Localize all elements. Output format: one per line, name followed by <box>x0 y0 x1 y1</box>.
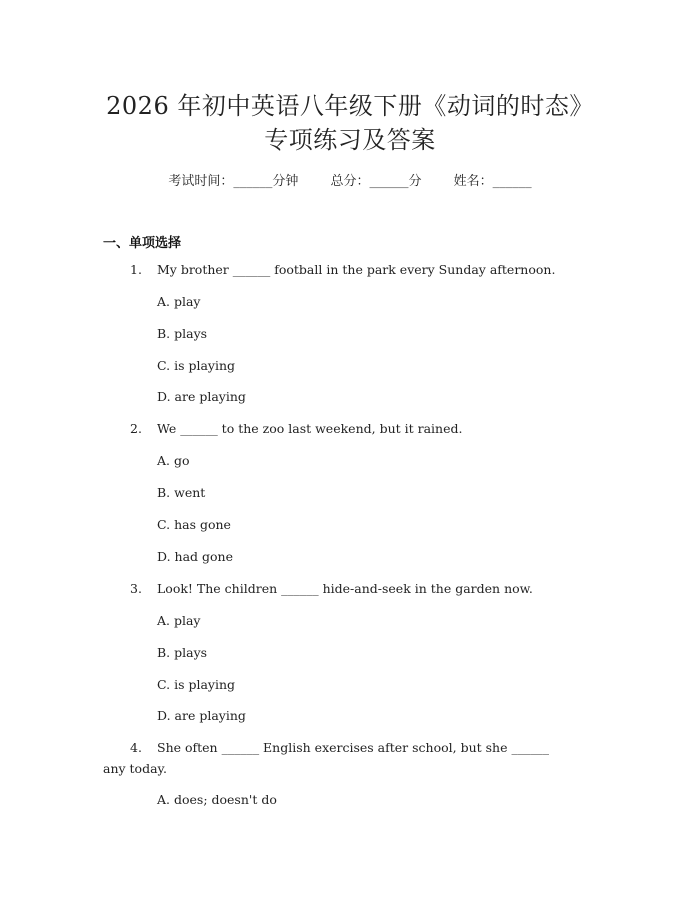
option: A. play <box>157 613 201 628</box>
question-text-continued: any today. <box>103 761 167 776</box>
option: B. plays <box>157 645 208 660</box>
option: C. is playing <box>157 358 236 373</box>
option: B. plays <box>157 326 208 341</box>
exam-meta <box>0 170 700 189</box>
question-text: She often ______ English exercises after school, but she ______ <box>157 740 549 755</box>
option: C. is playing <box>157 677 236 692</box>
option: D. are playing <box>157 389 246 404</box>
question-text: We ______ to the zoo last weekend, but it rained. <box>157 421 463 436</box>
section-heading: 一、单项选择 <box>103 236 182 251</box>
option: A. go <box>157 453 190 468</box>
doc-title-line1: 2026 年初中英语八年级下册《动词的时态》 <box>106 92 594 120</box>
option: A. does; doesn't do <box>157 792 277 807</box>
question-number: 3. <box>130 581 142 596</box>
exam-name: 姓名：______ <box>453 174 532 189</box>
exam-time: 考试时间：______分钟 <box>168 174 299 189</box>
option: A. play <box>157 294 201 309</box>
option: D. are playing <box>157 708 246 723</box>
question-number: 2. <box>130 421 142 436</box>
doc-title-line2: 专项练习及答案 <box>264 126 436 154</box>
option: B. went <box>157 485 206 500</box>
question-text: My brother ______ football in the park every Sunday afternoon. <box>157 262 556 277</box>
question-text: Look! The children ______ hide-and-seek in the garden now. <box>157 581 533 596</box>
question-number: 1. <box>130 262 142 277</box>
option: D. had gone <box>157 549 233 564</box>
exam-score: 总分：______分 <box>330 174 422 189</box>
question-number: 4. <box>130 740 142 755</box>
option: C. has gone <box>157 517 231 532</box>
